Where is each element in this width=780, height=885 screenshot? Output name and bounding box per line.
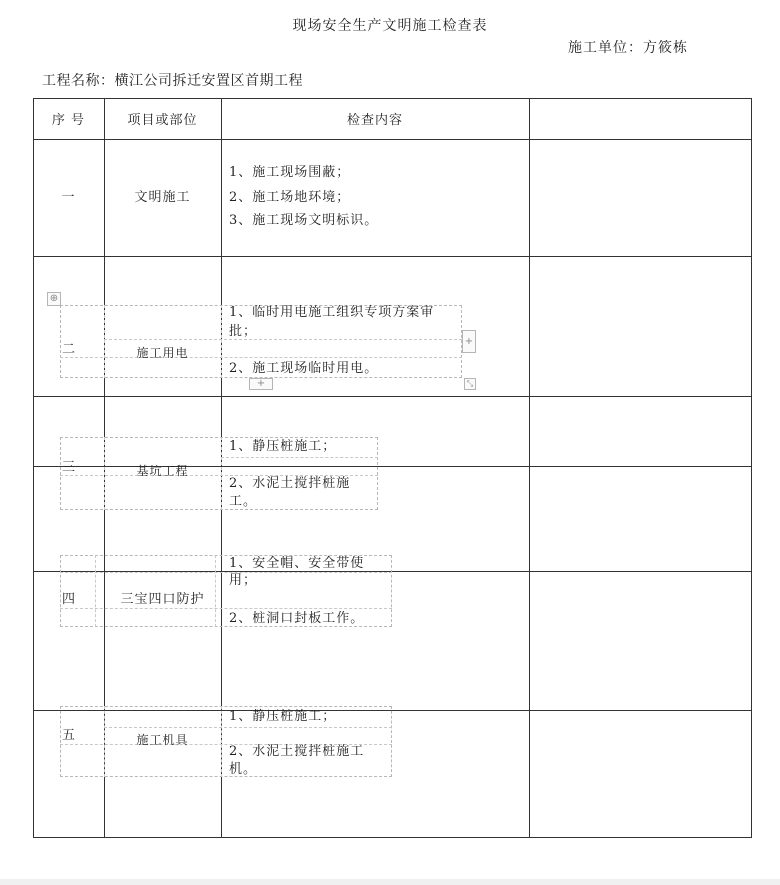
row-4-content-line-3: 2、桩洞口封板工作。 <box>229 611 365 626</box>
table-resize-handle-icon[interactable]: ⤡ <box>464 378 476 390</box>
page-title: 现场安全生产文明施工检查表 <box>292 18 488 34</box>
row-1-content-line-2: 2、施工场地环境； <box>229 190 351 205</box>
row-5-number: 五 <box>62 728 77 743</box>
row-5-content-line-2: 2、水泥土搅拌桩施工 <box>229 744 365 759</box>
project-name: 工程名称：横江公司拆迁安置区首期工程 <box>42 73 303 89</box>
row-4-number: 四 <box>62 592 77 607</box>
row-3-content-line-3: 工。 <box>229 494 258 509</box>
page-bottom-edge <box>0 879 780 885</box>
construction-unit: 施工单位：方筱栋 <box>568 40 688 56</box>
row-4-content-line-2: 用； <box>229 573 258 588</box>
row-5-content-line-3: 机。 <box>229 762 258 777</box>
row-2-number: 二 <box>62 342 77 357</box>
row-2-content-line-3: 2、施工现场临时用电。 <box>229 361 379 376</box>
row-4-content-line-1: 1、安全帽、安全带使 <box>229 556 365 571</box>
row-1-number: 一 <box>61 190 76 205</box>
add-column-handle-icon[interactable]: + <box>462 330 476 353</box>
row-3-number: 三 <box>62 460 77 475</box>
row-1-item: 文明施工 <box>134 190 191 205</box>
row-1-content-line-3: 3、施工现场文明标识。 <box>229 213 379 228</box>
row-3-content-line-1: 1、静压桩施工； <box>229 439 337 454</box>
row-1-content-line-1: 1、施工现场围蔽； <box>229 165 351 180</box>
row-2-content-line-1: 1、临时用电施工组织专项方案审 <box>229 305 435 320</box>
row-3-item: 基坑工程 <box>136 464 189 478</box>
row-4-item: 三宝四口防护 <box>120 592 205 607</box>
header-item-location: 项目或部位 <box>127 113 198 128</box>
add-row-handle-icon[interactable]: + <box>249 378 273 390</box>
row-5-item: 施工机具 <box>136 733 189 747</box>
row-3-content-line-2: 2、水泥土搅拌桩施 <box>229 476 351 491</box>
row-2-item: 施工用电 <box>136 346 189 360</box>
row-5-content-line-1: 1、静压桩施工； <box>229 709 337 724</box>
table-move-handle-icon[interactable]: ⊕ <box>47 292 61 306</box>
header-check-content: 检查内容 <box>346 113 403 128</box>
header-serial-number: 序 号 <box>51 113 86 128</box>
row-2-content-line-2: 批； <box>229 324 258 339</box>
